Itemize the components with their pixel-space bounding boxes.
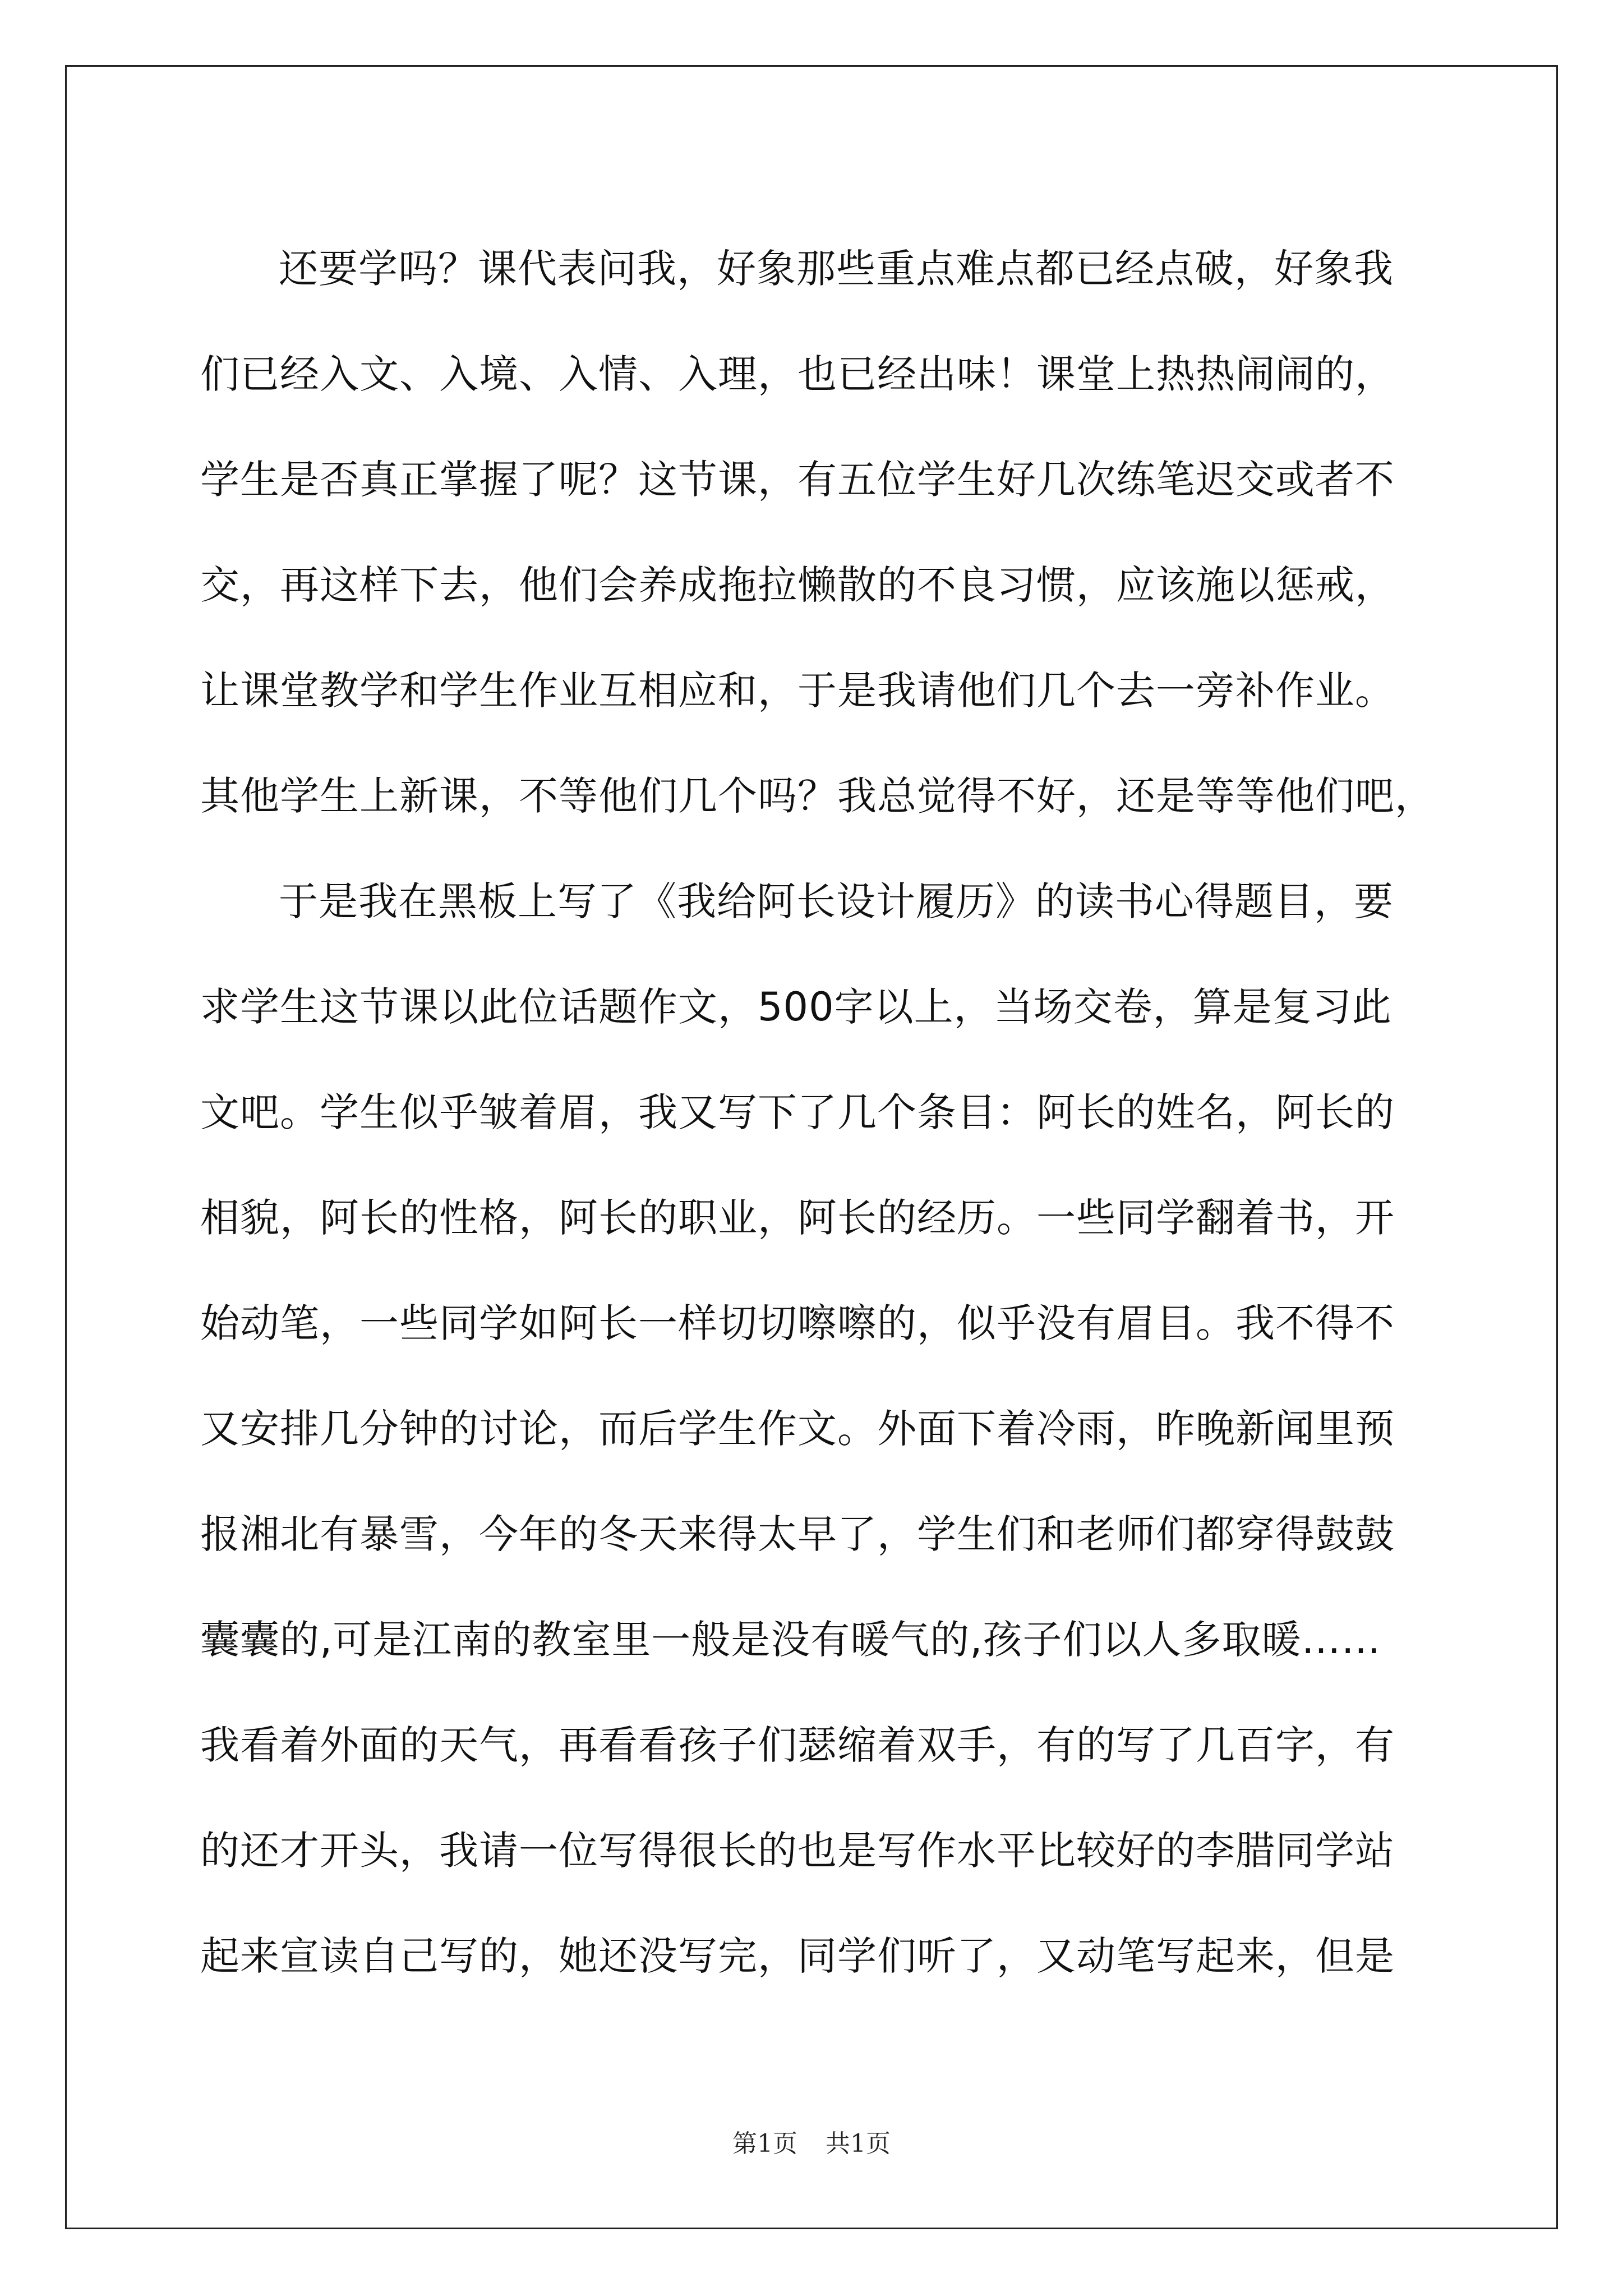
paragraph-line: 我看着外面的天气，再看看孩子们瑟缩着双手，有的写了几百字，有 [200,1722,1395,1768]
paragraph-line: 的还才开头，我请一位写得很长的也是写作水平比较好的李腊同学站 [200,1828,1395,1874]
paragraph-line: 文吧。学生似乎皱着眉，我又写下了几个条目：阿长的姓名，阿长的 [200,1089,1395,1135]
page-number: 第1页 [732,2129,797,2158]
paragraph-line: 报湘北有暴雪，今年的冬天来得太早了，学生们和老师们都穿得鼓鼓 [200,1511,1395,1557]
paragraph-line: 起来宣读自己写的，她还没写完，同学们听了，又动笔写起来，但是 [200,1933,1395,1979]
paragraph-line: 其他学生上新课，不等他们几个吗？我总觉得不好，还是等等他们吧， [200,773,1435,819]
paragraph-line: 于是我在黑板上写了《我给阿长设计履历》的读书心得题目，要 [279,878,1394,924]
paragraph-line: 囊囊的,可是江南的教室里一般是没有暖气的,孩子们以人多取暖…… [200,1617,1381,1663]
paragraph-line: 学生是否真正掌握了呢？这节课，有五位学生好几次练笔迟交或者不 [200,457,1395,503]
paragraph-line: 让课堂教学和学生作业互相应和，于是我请他们几个去一旁补作业。 [200,668,1395,714]
paragraph-line: 又安排几分钟的讨论，而后学生作文。外面下着冷雨，昨晚新闻里预 [200,1406,1395,1452]
paragraph-line: 还要学吗？课代表问我，好象那些重点难点都已经点破，好象我 [279,246,1394,292]
paragraph-line: 始动笔，一些同学如阿长一样切切嚓嚓的，似乎没有眉目。我不得不 [200,1300,1395,1346]
paragraph-line: 们已经入文、入境、入情、入理，也已经出味！课堂上热热闹闹的， [200,351,1395,397]
page-total: 共1页 [826,2129,891,2158]
paragraph-line: 交，再这样下去，他们会养成拖拉懒散的不良习惯，应该施以惩戒， [200,562,1395,608]
document-body [200,216,1434,2009]
page-footer [0,2123,1623,2159]
paragraph-line: 求学生这节课以此位话题作文，500字以上，当场交卷，算是复习此 [200,984,1392,1030]
paragraph-line: 相貌，阿长的性格，阿长的职业，阿长的经历。一些同学翻着书，开 [200,1195,1395,1241]
